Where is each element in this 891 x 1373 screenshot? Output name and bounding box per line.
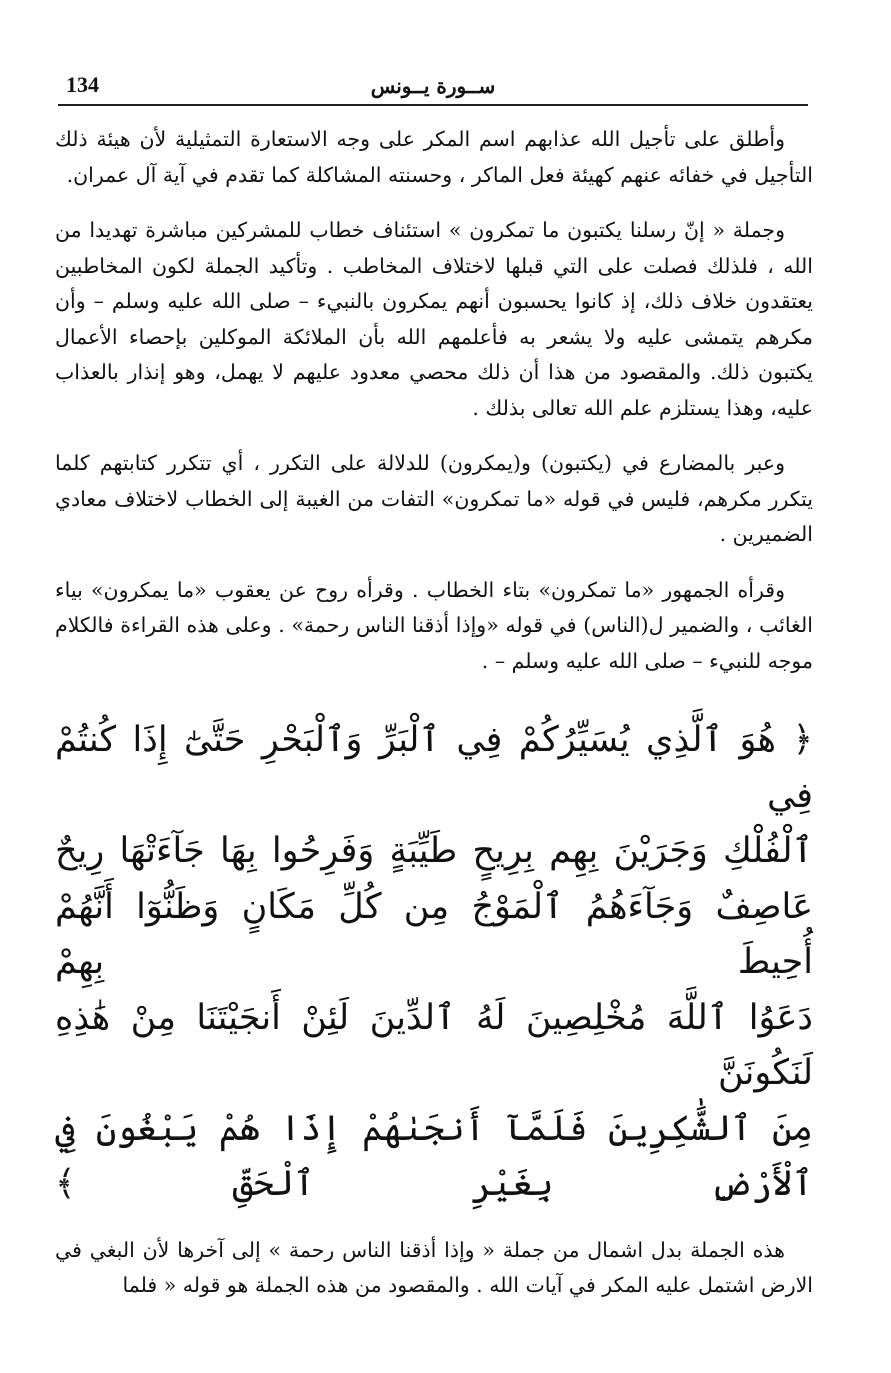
verse-line-4: دَعَوُا ٱللَّهَ مُخْلِصِينَ لَهُ ٱلدِّينَ لَئِنْ أَنجَيْتَنَا مِنْ هَٰذِهِ لَنَكُونَنَّ	[55, 997, 813, 1093]
header-rule	[58, 104, 808, 106]
commentary-paragraph: هذه الجملة بدل اشمال من جملة « وإذا أذقنا الناس رحمة » إلى آخرها لأن البغي في الارض اشتمل عليه المكر في آيات الله . والمقصود من هذه الجملة هو قوله « فلما	[55, 1237, 813, 1297]
page-header	[58, 66, 808, 106]
paragraph-gap	[55, 426, 813, 446]
paragraph-1: وأطلق على تأجيل الله عذابهم اسم المكر على وجه الاستعارة التمثيلية لأن هيئة ذلك التأجيل في خفائه عنهم كهيئة فعل الماكر ، وحسنته المشاكلة كما تقدم في آية آل عمران.	[55, 127, 813, 187]
paragraph-2: وجملة « إنّ رسلنا يكتبون ما تمكرون » استئناف خطاب للمشركين مباشرة تهديدا من الله ، فلذلك فصلت على التي قبلها لاختلاف المخاطب . وتأكيد الجملة لكون المخاطبين يعتقدون خلاف ذلك، إذ كانوا يحسبون أنهم يمكرون بالنبيء – صلى الله عليه وسلم – وأن مكرهم يتمشى عليه ولا يشعر به فأعلمهم الله بأن الملائكة الموكلين بإحصاء الأعمال يكتبون ذلك. والمقصود من هذا أن ذلك محصي معدود عليهم لا يهمل، وهو إنذار بالعذاب عليه، وهذا يستلزم علم الله تعالى بذلك .	[55, 218, 813, 420]
verse-line-2: ٱلْفُلْكِ وَجَرَيْنَ بِهِم بِرِيحٍ طَيِّبَةٍ وَفَرِحُوا بِهَا جَآءَتْهَا رِيحٌ	[55, 831, 813, 871]
paragraph-gap	[55, 1213, 813, 1233]
verse-line-1: ﴿ هُوَ ٱلَّذِي يُسَيِّرُكُمْ فِي ٱلْبَرِّ وَٱلْبَحْرِ حَتَّىٰٓ إِذَا كُنتُمْ فِي	[55, 720, 813, 816]
verse-line-3: عَاصِفٌ وَجَآءَهُمُ ٱلْمَوْجُ مِن كُلِّ مَكَانٍ وَظَنُّوٓا أَنَّهُمْ أُحِيطَ بِهِمْ	[55, 886, 813, 982]
paragraph-gap	[55, 553, 813, 573]
quran-verse	[55, 713, 813, 1213]
paragraph-gap	[55, 193, 813, 213]
surah-title: ســورة يــونس	[370, 74, 496, 98]
verse-gap	[55, 679, 813, 699]
paragraph-4: وقرأه الجمهور «ما تمكرون» بتاء الخطاب . وقرأه روح عن يعقوب «ما يمكرون» بياء الغائب ، والضمير ل(الناس) في قوله «وإذا أذقنا الناس رحمة» . وعلى هذه القراءة فالكلام موجه للنبيء – صلى الله عليه وسلم – .	[55, 577, 813, 673]
paragraph-3: وعبر بالمضارع في (يكتبون) و(يمكرون) للدلالة على التكرر ، أي تتكرر كتابتهم كلما يتكرر مكرهم، فليس في قوله «ما تمكرون» التفات من الغيبة إلى الخطاب لاختلاف معادي الضميرين .	[55, 451, 813, 546]
page-number: 134	[66, 72, 99, 97]
page-body	[55, 122, 813, 1304]
verse-line-5: مِنَ ٱلشَّٰكِرِينَ فَلَمَّآ أَنجَىٰهُمْ إِذَا هُمْ يَبْغُونَ فِي ٱلْأَرْضِ بِغَيْرِ ٱلْحَقِّ ﴾	[55, 1108, 813, 1204]
